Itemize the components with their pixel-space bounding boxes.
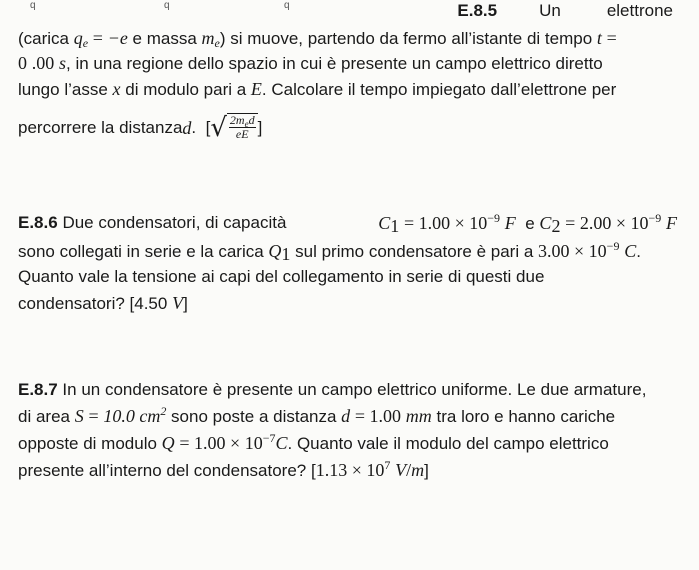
text: lungo l’asse: [18, 80, 113, 99]
text: elettrone: [606, 1, 673, 20]
e85-line-1: [457, 0, 673, 22]
text: tra loro e hanno cariche: [431, 407, 616, 426]
e85-line-2: (carica $q_e = -e$ e massa $m_e$) si muove, partendo da fermo all’istante di tempo t =: [18, 28, 617, 50]
text: sul primo condensatore è pari a: [290, 242, 539, 261]
e87-line-2: di area S = 10.0 $cm^2$ sono poste a distanza d = 1.00 mm tra loro e hanno cariche: [18, 404, 616, 426]
e86-line-1: E.8.6 Due condensatori, di capacità $C_1 = 1.00 \times 10^{-9}$ F e $C_2 = 2.00 \times 10^{-9}$ F: [18, 211, 677, 236]
e86-line-4: condensatori? [4.50 V]: [18, 293, 188, 313]
e85-line-3: 0 .00 s, in una regione dello spazio in cui è presente un campo elettrico diretto: [18, 53, 603, 73]
text: eE: [235, 127, 249, 141]
e86-line-3: [18, 266, 677, 288]
text: . Calcolare il tempo impiegato dall’elettrone per: [261, 80, 617, 99]
e85-line-4: lungo l’asse x di modulo pari a E. Calcolare il tempo impiegato dall’elettrone per: [18, 79, 617, 99]
text: V: [172, 293, 184, 313]
text: di modulo pari a: [120, 80, 251, 99]
text: in una regione dello spazio in cui è presente un campo elettrico diretto: [70, 54, 603, 73]
text: ]: [424, 461, 429, 480]
text: e: [525, 214, 535, 233]
e87-line-4: presente all’interno del condensatore? [$1.13 \times 10^7$ V/m]: [18, 458, 429, 480]
text: sono collegati in serie e la carica: [18, 242, 269, 261]
text: ) si muove, partendo da fermo all’istante di tempo: [219, 29, 597, 48]
sqrt-formula: √ $\frac{2m_ed}{eE}$: [210, 113, 257, 143]
e87-line-1: [18, 379, 677, 401]
text: opposte di modulo: [18, 434, 162, 453]
text: . Quanto vale il modulo del campo elettrico: [287, 434, 609, 453]
text: Due condensatori, di capacità: [62, 213, 287, 232]
text: di area: [18, 407, 75, 426]
text: e massa: [127, 29, 202, 48]
text: In un condensatore è presente un campo elettrico uniforme. Le due armature,: [57, 380, 647, 399]
text: 2m: [229, 113, 245, 127]
e86-label: E.8.6: [18, 213, 58, 232]
top-mark: q: [284, 0, 290, 11]
e85-label: E.8.5: [457, 1, 498, 20]
e85-line-5: percorrere la distanza d . [ √ $\frac{2m_ed}{eE}$ ]: [18, 113, 263, 143]
text: presente all’interno del condensatore? [: [18, 461, 316, 480]
text: condensatori? [4.50: [18, 294, 173, 313]
text: percorrere la distanza: [18, 118, 183, 137]
text: sono poste a distanza: [166, 407, 342, 426]
e87-line-3: opposte di modulo $Q = 1.00 \times 10^{-7}C$. Quanto vale il modulo del campo elettrico: [18, 431, 609, 453]
e87-label: E.8.7: [18, 380, 58, 399]
top-mark: q: [30, 0, 36, 11]
top-mark: q: [164, 0, 170, 11]
text: (carica: [18, 29, 74, 48]
text: Un: [539, 1, 561, 20]
e86-line-2: sono collegati in serie e la carica $Q_1$ sul primo condensatore è pari a $3.00 \times 10^{-9}$ C.: [18, 239, 641, 264]
text: Quanto vale la tensione ai capi del collegamento in serie di questi due: [18, 267, 545, 286]
